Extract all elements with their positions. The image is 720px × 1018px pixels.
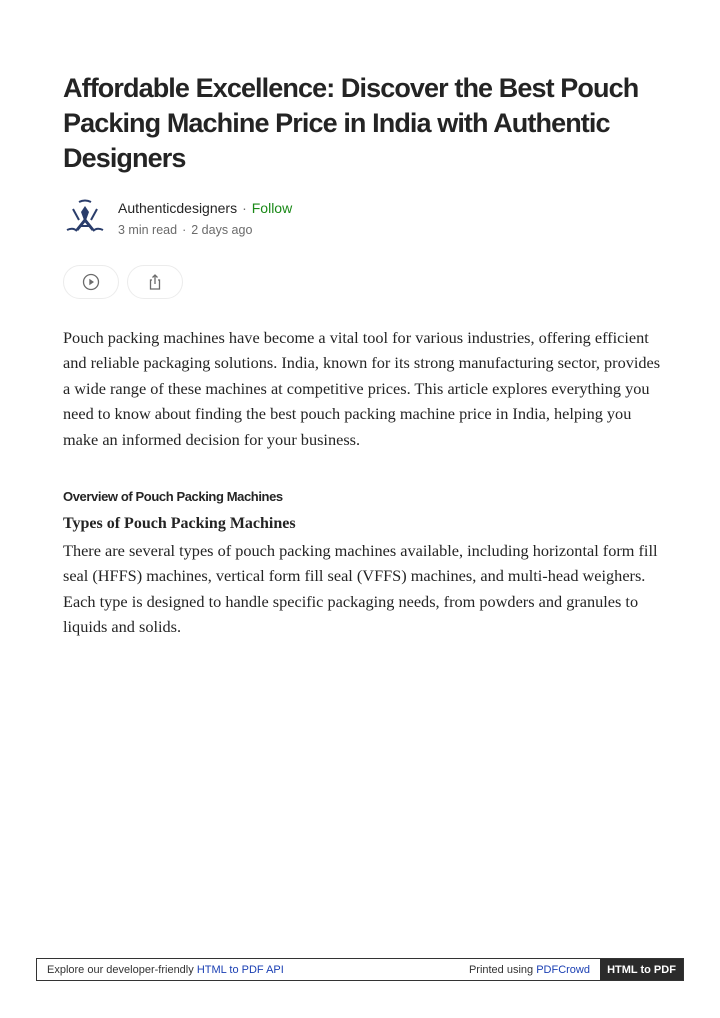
authentic-designers-logo-icon [63,196,107,240]
play-icon [82,273,100,291]
author-avatar[interactable] [63,196,107,240]
author-meta [118,198,292,240]
meta-line [118,220,292,240]
html-to-pdf-api-link[interactable]: HTML to PDF API [196,964,284,976]
separator-dot: · [242,200,247,216]
section-heading: Overview of Pouch Packing Machines [63,489,283,504]
pdfcrowd-link[interactable]: PDFCrowd [536,964,590,976]
follow-button[interactable]: Follow [251,200,293,216]
author-row [63,196,463,240]
footer-printed [469,964,590,976]
pdf-footer-bar [36,958,684,981]
subsection-heading: Types of Pouch Packing Machines [63,515,296,532]
footer-explore-text: Explore our developer-friendly [47,964,197,976]
share-button[interactable] [127,265,183,299]
footer-printed-text: Printed using [468,964,537,976]
html-to-pdf-button[interactable]: HTML to PDF [600,959,683,980]
footer-explore [47,964,284,976]
intro-paragraph: Pouch packing machines have become a vital tool for various industries, offering efficient and reliable packaging solutions. India, known for its strong manufacturing sector, provides a wide range of these machines at competitive prices. This article explores everything you need to know about finding the best pouch packing machine price in India, helping you make an informed decision for your business. [63,328,661,449]
types-paragraph: There are several types of pouch packing machines available, including horizontal form fill seal (HFFS) machines, vertical form fill seal (VFFS) machines, and multi-head weighers. Each type is designed to handle specific packaging needs, from powders and granules to liquids and solids. [63,541,658,637]
share-icon [146,273,164,291]
separator-dot: · [182,223,187,237]
publish-date: 2 days ago [191,223,253,237]
read-time: 3 min read [118,223,178,237]
article-title: Affordable Excellence: Discover the Best Pouch Packing Machine Price in India with Authentic Designers [63,73,639,173]
author-line [118,198,292,218]
author-name[interactable]: Authenticdesigners [118,200,238,216]
listen-button[interactable] [63,265,119,299]
